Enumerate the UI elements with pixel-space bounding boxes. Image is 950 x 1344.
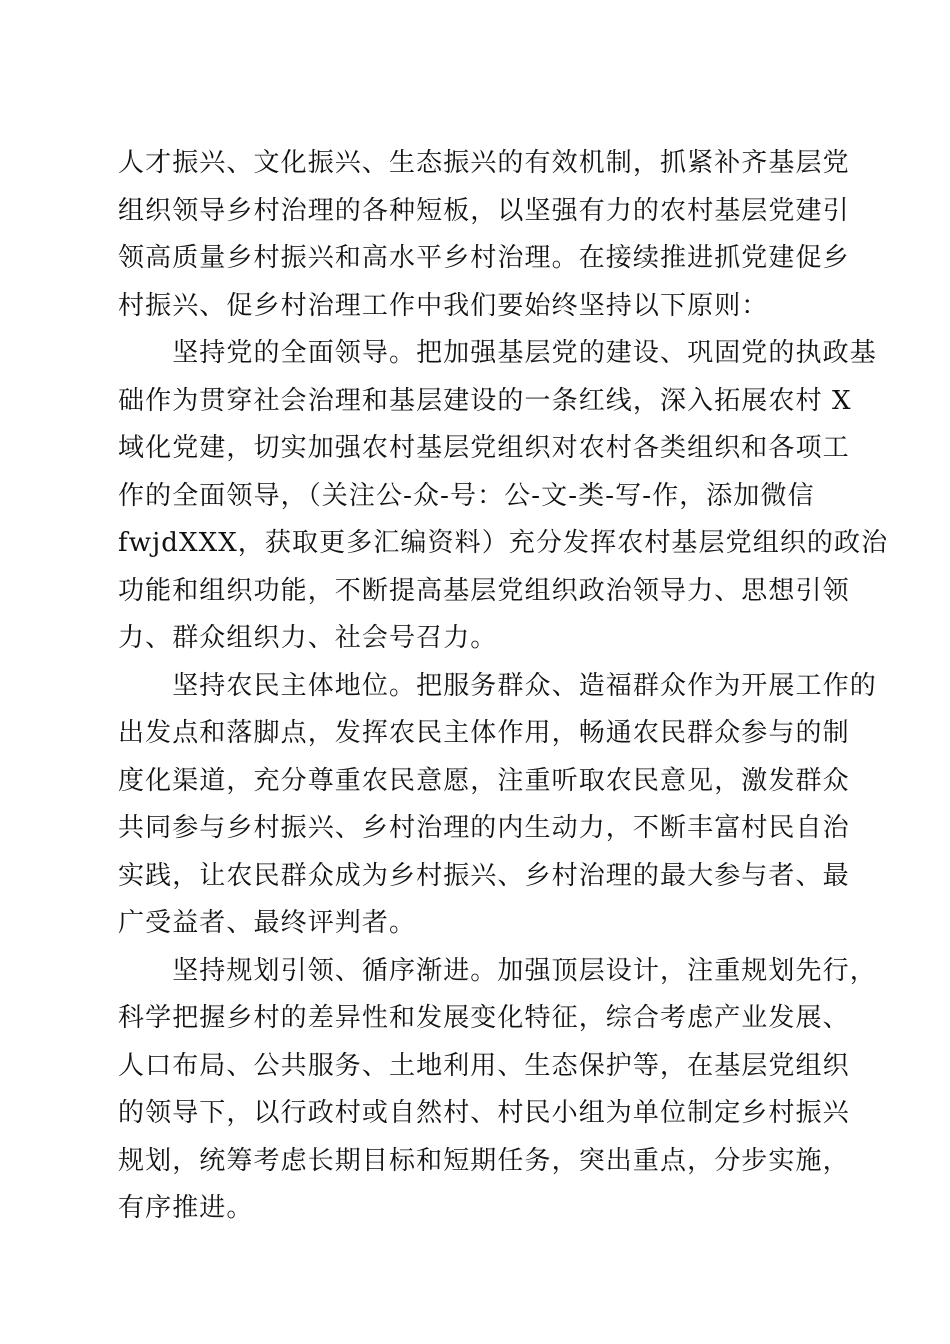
text-line: 规划，统筹考虑长期目标和短期任务，突出重点，分步实施， xyxy=(118,1145,850,1176)
document-page xyxy=(118,140,889,1233)
paragraph-farmer-subject xyxy=(118,663,877,948)
text-line: 础作为贯穿社会治理和基层建设的一条红线，深入拓展农村 X xyxy=(118,385,852,416)
paragraph-party-leadership xyxy=(118,330,889,663)
text-line: 坚持农民主体地位。把服务群众、造福群众作为开展工作的 xyxy=(118,670,877,701)
text-line: fwjdXXX，获取更多汇编资料）充分发挥农村基层党组织的政治 xyxy=(118,528,889,558)
text-line: 人口布局、公共服务、土地利用、生态保护等，在基层党组织 xyxy=(118,1050,850,1081)
text-line: 科学把握乡村的差异性和发展变化特征，综合考虑产业发展、 xyxy=(118,1003,850,1033)
text-line: 广受益者、最终评判者。 xyxy=(118,908,417,938)
text-line: 坚持党的全面领导。把加强基层党的建设、巩固党的执政基 xyxy=(118,338,877,368)
text-line: 的领导下，以行政村或自然村、村民小组为单位制定乡村振兴 xyxy=(118,1098,850,1128)
paragraph-planning xyxy=(118,948,877,1233)
text-line: 领高质量乡村振兴和高水平乡村治理。在接续推进抓党建促乡 xyxy=(118,243,850,273)
text-line: 有序推进。 xyxy=(118,1193,254,1223)
text-line: 人才振兴、文化振兴、生态振兴的有效机制，抓紧补齐基层党 xyxy=(118,148,850,178)
text-line: 作的全面领导，（关注公-众-号：公-文-类-写-作，添加微信 xyxy=(118,480,815,511)
text-line: 功能和组织功能，不断提高基层党组织政治领导力、思想引领 xyxy=(118,575,850,606)
paragraph-intro xyxy=(118,140,850,330)
text-line: 组织领导乡村治理的各种短板，以坚强有力的农村基层党建引 xyxy=(118,195,850,226)
text-line: 共同参与乡村振兴、乡村治理的内生动力，不断丰富村民自治 xyxy=(118,813,850,843)
text-line: 实践，让农民群众成为乡村振兴、乡村治理的最大参与者、最 xyxy=(118,860,850,891)
text-line: 力、群众组织力、社会号召力。 xyxy=(118,623,498,653)
text-line: 出发点和落脚点，发挥农民主体作用，畅通农民群众参与的制 xyxy=(118,718,850,748)
text-line: 度化渠道，充分尊重农民意愿，注重听取农民意见，激发群众 xyxy=(118,765,850,796)
text-line: 村振兴、促乡村治理工作中我们要始终坚持以下原则： xyxy=(118,290,769,321)
text-line: 坚持规划引领、循序渐进。加强顶层设计，注重规划先行， xyxy=(118,955,877,986)
text-line: 域化党建，切实加强农村基层党组织对农村各类组织和各项工 xyxy=(118,433,850,463)
